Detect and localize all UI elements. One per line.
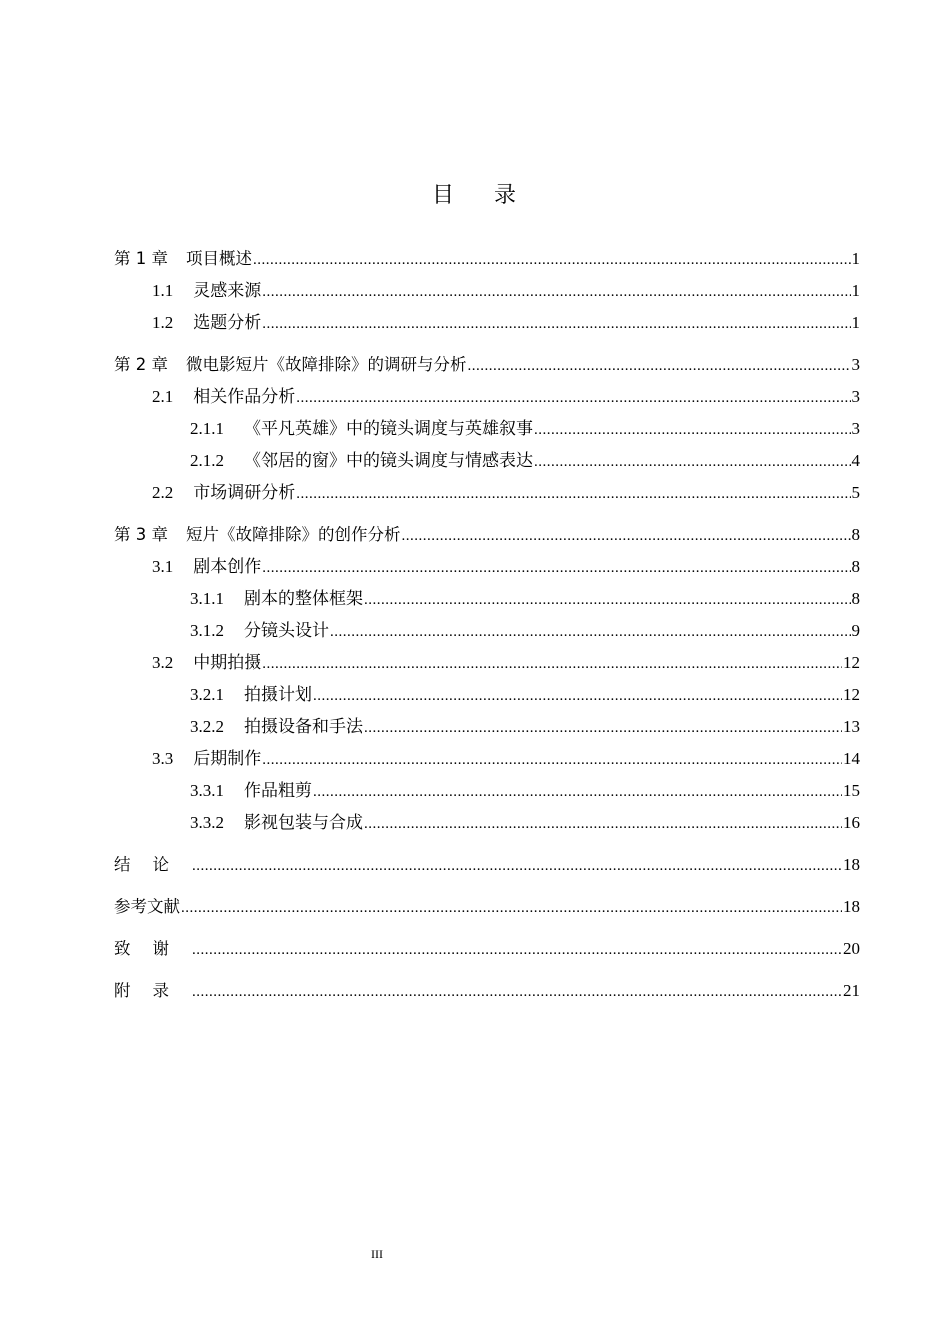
toc-entry-page: 13 [843, 717, 860, 736]
toc-entry-title: 项目概述 [186, 249, 252, 268]
toc-entry[interactable] [114, 679, 860, 711]
toc-entry-page: 18 [843, 897, 860, 916]
toc-entry-title: 拍摄设备和手法 [244, 717, 363, 736]
toc-entry-number: 3.1.2 [190, 621, 224, 640]
footer-page-number: III [371, 1247, 383, 1261]
toc-entry-page: 12 [843, 653, 860, 672]
toc-entry-number: 2.2 [152, 483, 174, 502]
toc-entry-number: 2.1.1 [190, 419, 224, 438]
toc-entry-page: 8 [851, 557, 860, 576]
toc-entry-page: 3 [851, 355, 860, 374]
toc-dot-leader [262, 648, 842, 680]
table-of-contents [114, 243, 860, 1007]
toc-entry-title: 附录 [114, 981, 191, 1000]
toc-entry-page: 15 [843, 781, 860, 800]
toc-entry[interactable] [114, 243, 860, 275]
toc-entry-page: 3 [851, 419, 860, 438]
toc-entry-number: 1.2 [152, 313, 174, 332]
toc-entry-page: 8 [851, 589, 860, 608]
toc-entry[interactable] [114, 647, 860, 679]
toc-entry-number: 3.2.2 [190, 717, 224, 736]
toc-entry-number: 3.2.1 [190, 685, 224, 704]
toc-dot-leader [253, 244, 851, 276]
toc-entry-title: 选题分析 [193, 313, 262, 332]
toc-dot-leader [192, 934, 842, 966]
toc-entry-title: 中期拍摄 [193, 653, 262, 672]
toc-dot-leader [181, 892, 842, 924]
toc-entry[interactable] [114, 807, 860, 839]
toc-dot-leader [262, 276, 850, 308]
toc-entry-number: 1.1 [152, 281, 174, 300]
toc-dot-leader [262, 308, 850, 340]
toc-dot-leader [364, 808, 842, 840]
toc-entry-page: 21 [843, 981, 860, 1000]
toc-entry-title: 《平凡英雄》中的镜头调度与英雄叙事 [244, 419, 533, 438]
toc-entry-title: 微电影短片《故障排除》的调研与分析 [186, 355, 467, 374]
toc-entry-page: 14 [843, 749, 860, 768]
toc-entry[interactable] [114, 975, 860, 1007]
toc-entry[interactable] [114, 477, 860, 509]
toc-dot-leader [192, 850, 842, 882]
toc-entry[interactable] [114, 275, 860, 307]
toc-entry-page: 4 [851, 451, 860, 470]
toc-entry-title: 剧本的整体框架 [244, 589, 363, 608]
page-title [0, 178, 950, 209]
toc-entry-title: 剧本创作 [193, 557, 262, 576]
toc-entry-number: 3.2 [152, 653, 174, 672]
toc-entry[interactable] [114, 933, 860, 965]
toc-entry-number: 3.1 [152, 557, 174, 576]
toc-entry[interactable] [114, 413, 860, 445]
toc-entry[interactable] [114, 711, 860, 743]
toc-entry-title: 结论 [114, 855, 191, 874]
toc-dot-leader [330, 616, 851, 648]
toc-entry-title: 后期制作 [193, 749, 262, 768]
toc-dot-leader [313, 776, 842, 808]
toc-entry-number: 2.1.2 [190, 451, 224, 470]
toc-entry[interactable] [114, 583, 860, 615]
toc-entry-page: 9 [851, 621, 860, 640]
toc-entry-page: 12 [843, 685, 860, 704]
toc-entry-number: 第 2 章 [114, 355, 168, 374]
toc-dot-leader [313, 680, 842, 712]
toc-dot-leader [468, 350, 851, 382]
toc-entry-page: 1 [851, 249, 860, 268]
toc-dot-leader [296, 382, 850, 414]
toc-entry-title: 拍摄计划 [244, 685, 312, 704]
toc-dot-leader [534, 414, 851, 446]
toc-entry[interactable] [114, 891, 860, 923]
toc-entry-title: 《邻居的窗》中的镜头调度与情感表达 [244, 451, 533, 470]
toc-entry-title: 参考文献 [114, 897, 180, 916]
toc-entry-number: 2.1 [152, 387, 174, 406]
toc-entry-number: 3.1.1 [190, 589, 224, 608]
toc-entry-title: 短片《故障排除》的创作分析 [186, 525, 401, 544]
toc-entry-number: 3.3.2 [190, 813, 224, 832]
toc-entry-title: 影视包装与合成 [244, 813, 363, 832]
toc-entry-page: 5 [851, 483, 860, 502]
toc-dot-leader [364, 584, 851, 616]
toc-dot-leader [296, 478, 850, 510]
toc-entry[interactable] [114, 849, 860, 881]
toc-entry-page: 18 [843, 855, 860, 874]
toc-entry[interactable] [114, 349, 860, 381]
toc-entry[interactable] [114, 381, 860, 413]
toc-entry[interactable] [114, 775, 860, 807]
toc-entry-page: 20 [843, 939, 860, 958]
toc-entry-title: 分镜头设计 [244, 621, 329, 640]
toc-entry-page: 1 [851, 281, 860, 300]
toc-dot-leader [262, 744, 842, 776]
toc-entry[interactable] [114, 307, 860, 339]
toc-entry-title: 市场调研分析 [193, 483, 296, 502]
toc-entry-number: 第 1 章 [114, 249, 168, 268]
toc-dot-leader [534, 446, 851, 478]
toc-entry-page: 1 [851, 313, 860, 332]
toc-dot-leader [192, 976, 842, 1008]
title-char-1: 目 [431, 183, 456, 208]
toc-entry-title: 致谢 [114, 939, 191, 958]
toc-entry-page: 8 [851, 525, 860, 544]
toc-entry-page: 3 [851, 387, 860, 406]
toc-dot-leader [402, 520, 851, 552]
toc-entry-number: 第 3 章 [114, 525, 168, 544]
toc-entry[interactable] [114, 445, 860, 477]
toc-dot-leader [364, 712, 842, 744]
toc-entry[interactable] [114, 743, 860, 775]
toc-entry[interactable] [114, 615, 860, 647]
toc-entry[interactable] [114, 519, 860, 551]
toc-entry-title: 相关作品分析 [193, 387, 296, 406]
toc-dot-leader [262, 552, 850, 584]
title-char-2: 录 [494, 183, 519, 208]
toc-entry-page: 16 [843, 813, 860, 832]
toc-entry[interactable] [114, 551, 860, 583]
toc-entry-title: 灵感来源 [193, 281, 262, 300]
toc-entry-number: 3.3 [152, 749, 174, 768]
toc-entry-number: 3.3.1 [190, 781, 224, 800]
toc-entry-title: 作品粗剪 [244, 781, 312, 800]
